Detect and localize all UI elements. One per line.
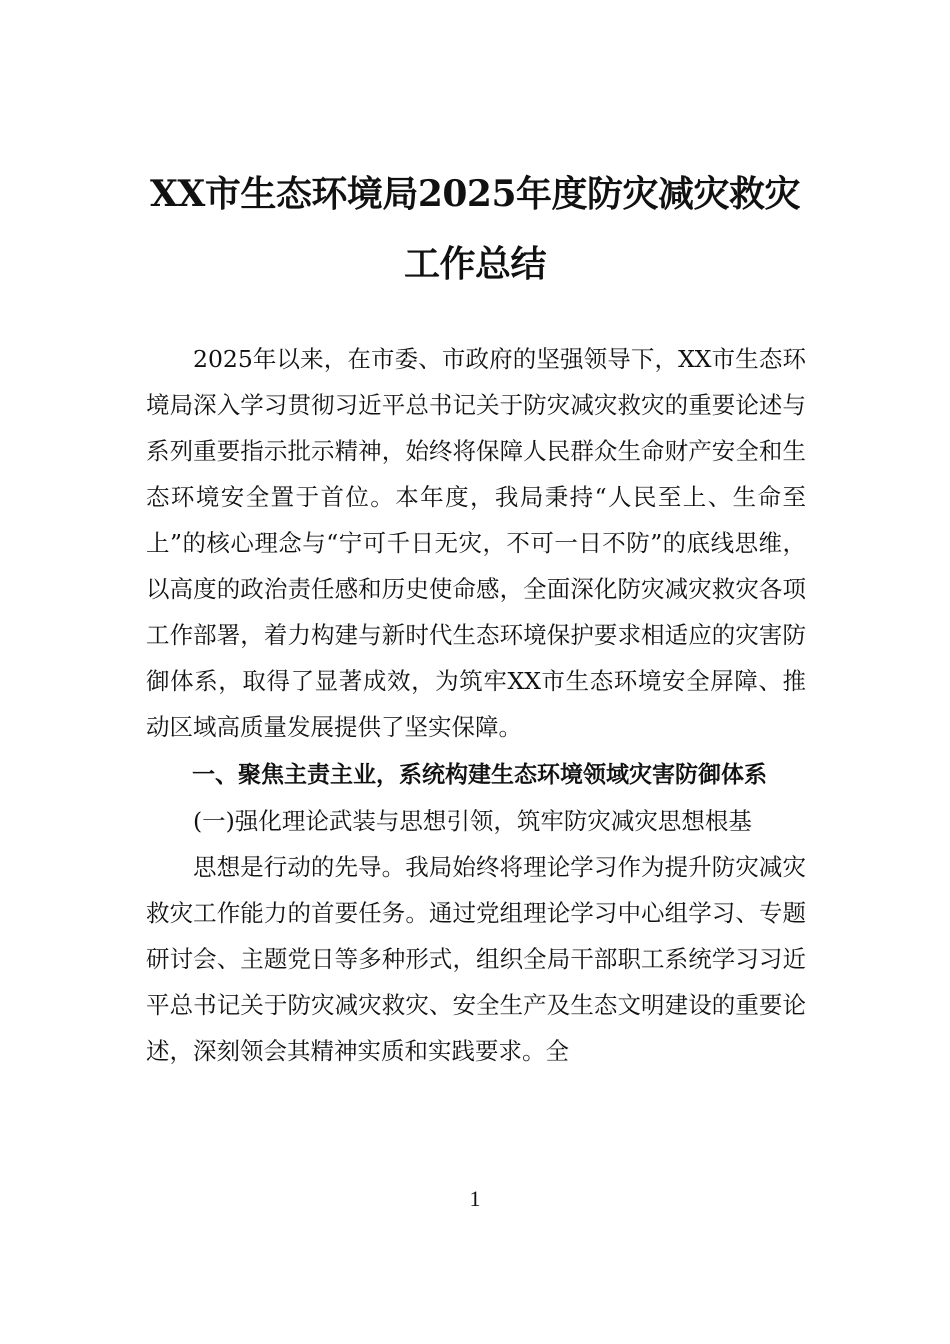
body-paragraph-2: 思想是行动的先导。我局始终将理论学习作为提升防灾减灾救灾工作能力的首要任务。通过党组理论学习中心组学习、专题研讨会、主题党日等多种形式，组织全局干部职工系统学习习近平总书记关于防灾减灾救灾、安全生产及生态文明建设的重要论述，深刻领会其精神实质和实践要求。全 (146, 853, 806, 1065)
document-body (146, 336, 806, 1074)
section-heading-1: 一、聚焦主责主业，系统构建生态环境领域灾害防御体系 (192, 762, 767, 788)
document-title-line-2: 工作总结 (403, 243, 546, 285)
page-number: 1 (469, 1186, 481, 1211)
intro-paragraph: 2025年以来，在市委、市政府的坚强领导下，XX市生态环境局深入学习贯彻习近平总书记关于防灾减灾救灾的重要论述与系列重要指示批示精神，始终将保障人民群众生命财产安全和生态环境安全置于首位。本年度，我局秉持“人民至上、生命至上”的核心理念与“宁可千日无灾，不可一日不防”的底线思维，以高度的政治责任感和历史使命感，全面深化防灾减灾救灾各项工作部署，着力构建与新时代生态环境保护要求相适应的灾害防御体系，取得了显著成效，为筑牢XX市生态环境安全屏障、推动区域高质量发展提供了坚实保障。 (146, 345, 806, 741)
subsection-heading-1: (一)强化理论武装与思想引领，筑牢防灾减灾思想根基 (193, 807, 752, 835)
document-title-line-1: XX市生态环境局2025年度防灾减灾救灾 (149, 173, 801, 215)
